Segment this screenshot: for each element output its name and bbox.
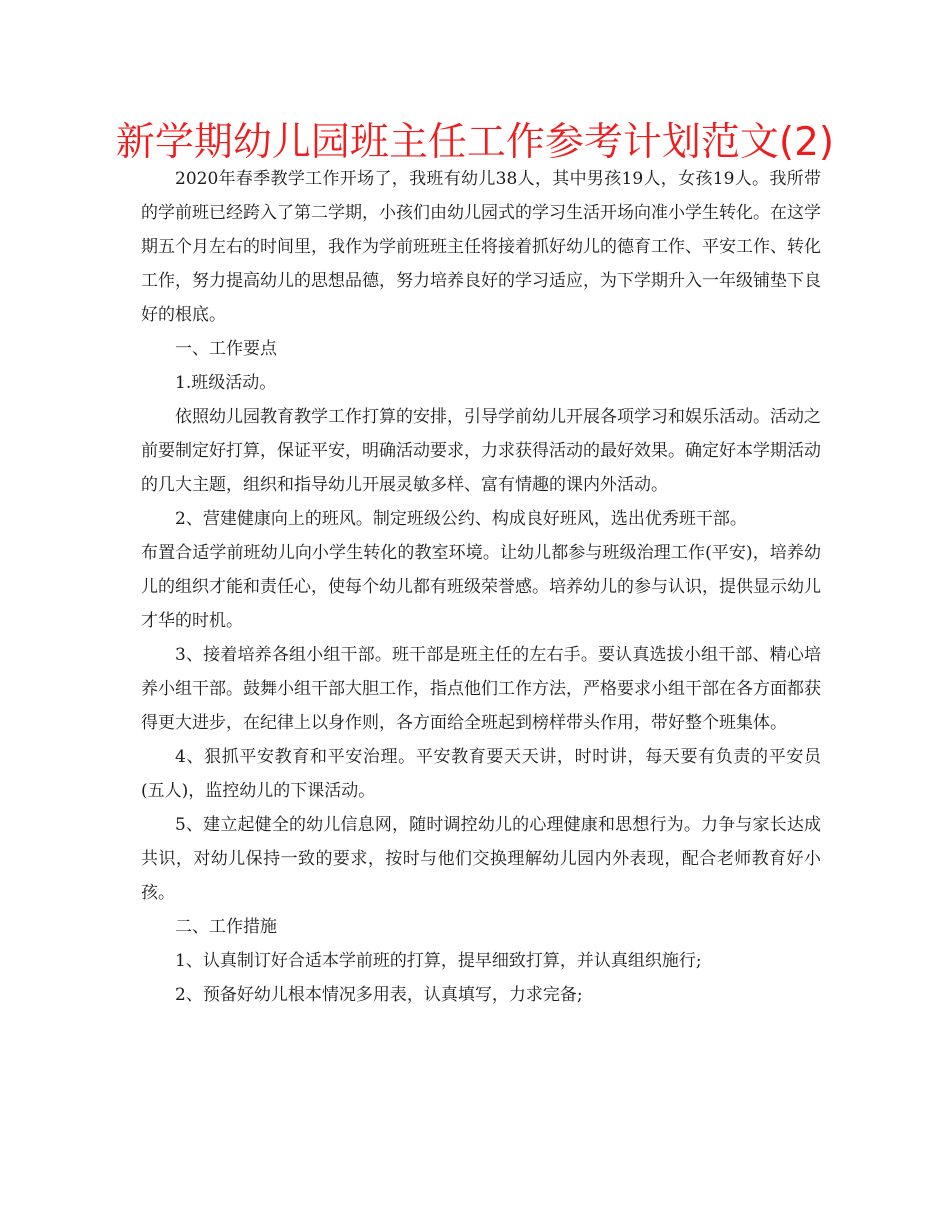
- paragraph-classroom-environment: 布置合适学前班幼儿向小学生转化的教室环境。让幼儿都参与班级治理工作(平安)，培养幼儿的组织才能和责任心，使每个幼儿都有班级荣誉感。培养幼儿的参与认识，提供显示幼儿才华的时机。: [141, 543, 821, 631]
- section-heading-work-points: 一、工作要点: [175, 339, 277, 359]
- paragraph-safety: 4、狠抓平安教育和平安治理。平安教育要天天讲，时时讲，每天要有负责的平安员(五人)，监控幼儿的下课活动。: [141, 747, 821, 801]
- document-body: [141, 162, 821, 1012]
- paragraph-class-style: 2、营建健康向上的班风。制定班级公约、构成良好班风，选出优秀班干部。: [175, 509, 747, 529]
- section-heading-measures: 二、工作措施: [175, 917, 277, 937]
- document-title: 新学期幼儿园班主任工作参考计划范文(2): [115, 120, 835, 165]
- paragraph-intro: 2020年春季教学工作开场了，我班有幼儿38人，其中男孩19人，女孩19人。我所带的学前班已经跨入了第二学期，小孩们由幼儿园式的学习生活开场向准小学生转化。在这学期五个月左右的时间里，我作为学前班班主任将接着抓好幼儿的德育工作、平安工作、转化工作，努力提高幼儿的思想品德，努力培养良好的学习适应，为下学期升入一年级铺垫下良好的根底。: [141, 169, 821, 325]
- paragraph-group-leaders: 3、接着培养各组小组干部。班干部是班主任的左右手。要认真选拔小组干部、精心培养小组干部。鼓舞小组干部大胆工作，指点他们工作方法，严格要求小组干部在各方面都获得更大进步，在纪律上以身作则，各方面给全班起到榜样带头作用，带好整个班集体。: [141, 645, 821, 733]
- paragraph-activities: 依照幼儿园教育教学工作打算的安排，引导学前幼儿开展各项学习和娱乐活动。活动之前要制定好打算，保证平安，明确活动要求，力求获得活动的最好效果。确定好本学期活动的几大主题，组织和指导幼儿开展灵敏多样、富有情趣的课内外活动。: [141, 407, 821, 495]
- list-item-measure-2: 2、预备好幼儿根本情况多用表，认真填写，力求完备;: [175, 985, 583, 1005]
- list-item-measure-1: 1、认真制订好合适本学前班的打算，提早细致打算，并认真组织施行;: [175, 951, 702, 971]
- paragraph-info-network: 5、建立起健全的幼儿信息网，随时调控幼儿的心理健康和思想行为。力争与家长达成共识，对幼儿保持一致的要求，按时与他们交换理解幼儿园内外表现，配合老师教育好小孩。: [141, 815, 821, 903]
- subheading-class-activities: 1.班级活动。: [175, 373, 277, 393]
